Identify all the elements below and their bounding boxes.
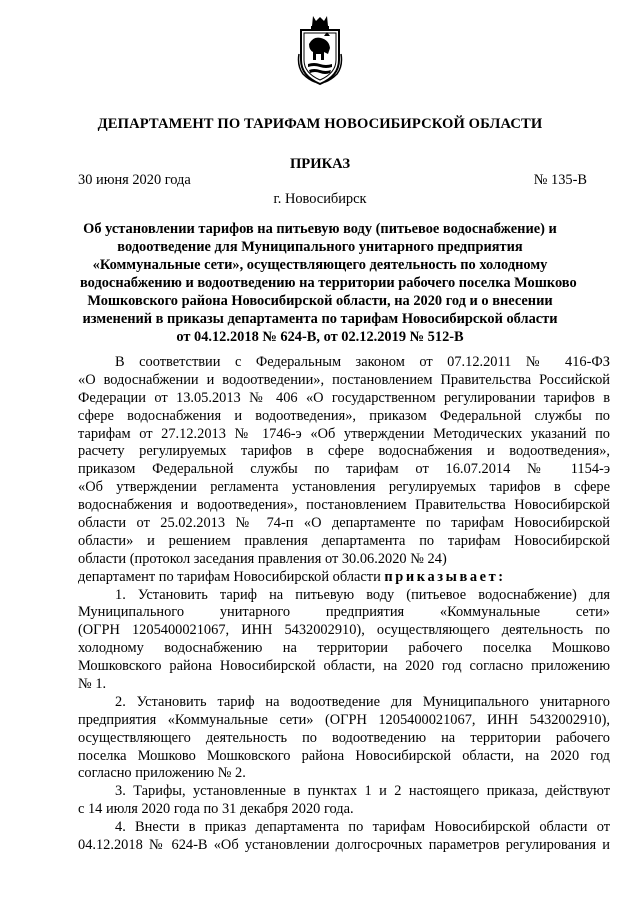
item2-line: поселка Мошково Мошковского района Новосибирской области, на 2020 год: [78, 747, 610, 764]
title-line: изменений в приказы департамента по тарифам Новосибирской области: [82, 311, 558, 327]
order-body: [78, 354, 610, 855]
item3-line: 3. Тарифы, установленные в пунктах 1 и 2 настоящего приказа, действуют: [115, 783, 610, 800]
title-line: водоотведение для Муниципального унитарного предприятия: [117, 239, 523, 255]
preamble-line: области (протокол заседания правления от 30.06.2020 № 24): [78, 550, 447, 567]
order-number: № 135-В: [533, 172, 587, 188]
preamble-line: «Об утверждении регламента установления регулируемых тарифов в сфере: [78, 479, 610, 496]
item1-line: 1. Установить тариф на питьевую воду (питьевое водоснабжение) для: [115, 586, 610, 603]
preamble-line: области» и решением правления департамента по тарифам Новосибирской: [78, 532, 610, 549]
preamble-line: «О водоснабжении и водоотведении», постановлением Правительства Российской: [78, 371, 610, 388]
item3-line: с 14 июля 2020 года по 31 декабря 2020 года.: [78, 801, 354, 818]
title-line: водоснабжению и водоотведению на территории рабочего поселка Мошково: [80, 275, 577, 291]
item2-line: 2. Установить тариф на водоотведение для Муниципального унитарного: [115, 693, 610, 710]
title-line: Мошковского района Новосибирской области, на 2020 год и о внесении: [87, 293, 553, 309]
title-line: Об установлении тарифов на питьевую воду (питьевое водоснабжение) и: [83, 221, 557, 237]
title-line: от 04.12.2018 № 624-В, от 02.12.2019 № 512-В: [176, 329, 464, 345]
item2-line: согласно приложению № 2.: [78, 765, 246, 782]
preamble-line: водоснабжения и водоотведения», постановлением Правительства Новосибирской: [78, 497, 610, 514]
item2-line: предприятия «Коммунальные сети» (ОГРН 1205400021067, ИНН 5432002910),: [78, 711, 610, 728]
decree-word: приказывает:: [384, 568, 506, 585]
preamble-line: сфере водоснабжения и водоотведения», приказом Федеральной службы по: [78, 407, 610, 424]
decree-line: [78, 569, 610, 587]
item1-line: (ОГРН 1205400021067, ИНН 5432002910), осуществляющего деятельность по: [78, 622, 610, 639]
coat-of-arms-emblem: [297, 14, 343, 86]
order-title: [80, 220, 577, 346]
item4-line: 04.12.2018 № 624-В «Об установлении долгосрочных параметров регулирования и: [78, 837, 610, 854]
decree-prefix: департамент по тарифам Новосибирской области: [78, 568, 381, 585]
item1-line: Муниципального унитарного предприятия «Коммунальные сети»: [78, 604, 610, 621]
preamble-line: расчету регулируемых тарифов в сфере водоснабжения и водоотведения»,: [78, 443, 610, 460]
document-type: ПРИКАЗ: [289, 156, 351, 172]
preamble-line: В соответствии с Федеральным законом от 07.12.2011 № 416-ФЗ: [115, 354, 610, 370]
preamble-line: тарифам от 27.12.2013 № 1746-э «Об утверждении Методических указаний по: [78, 425, 610, 442]
item1-line: № 1.: [78, 676, 107, 693]
department-heading: ДЕПАРТАМЕНТ ПО ТАРИФАМ НОВОСИБИРСКОЙ ОБЛАСТИ: [97, 116, 543, 132]
item1-line: холодному водоснабжению на территории рабочего поселка Мошково: [78, 640, 610, 657]
preamble-line: Федерации от 13.05.2013 № 406 «О государственном регулировании тарифов в: [78, 389, 610, 406]
title-line: «Коммунальные сети», осуществляющего деятельность по холодному: [92, 257, 548, 273]
item1-line: Мошковского района Новосибирской области, на 2020 год согласно приложению: [78, 658, 610, 675]
order-city: г. Новосибирск: [273, 191, 367, 207]
preamble-line: области от 25.02.2013 № 74-п «О департаменте по тарифам Новосибирской: [78, 515, 610, 532]
preamble-line: приказом Федеральной службы по тарифам от 16.07.2014 № 1154-э: [78, 461, 610, 478]
item4-line: 4. Внести в приказ департамента по тарифам Новосибирской области от: [115, 819, 610, 836]
order-date: 30 июня 2020 года: [78, 172, 191, 188]
item2-line: осуществляющего деятельность по водоотведению на территории рабочего: [78, 729, 610, 746]
